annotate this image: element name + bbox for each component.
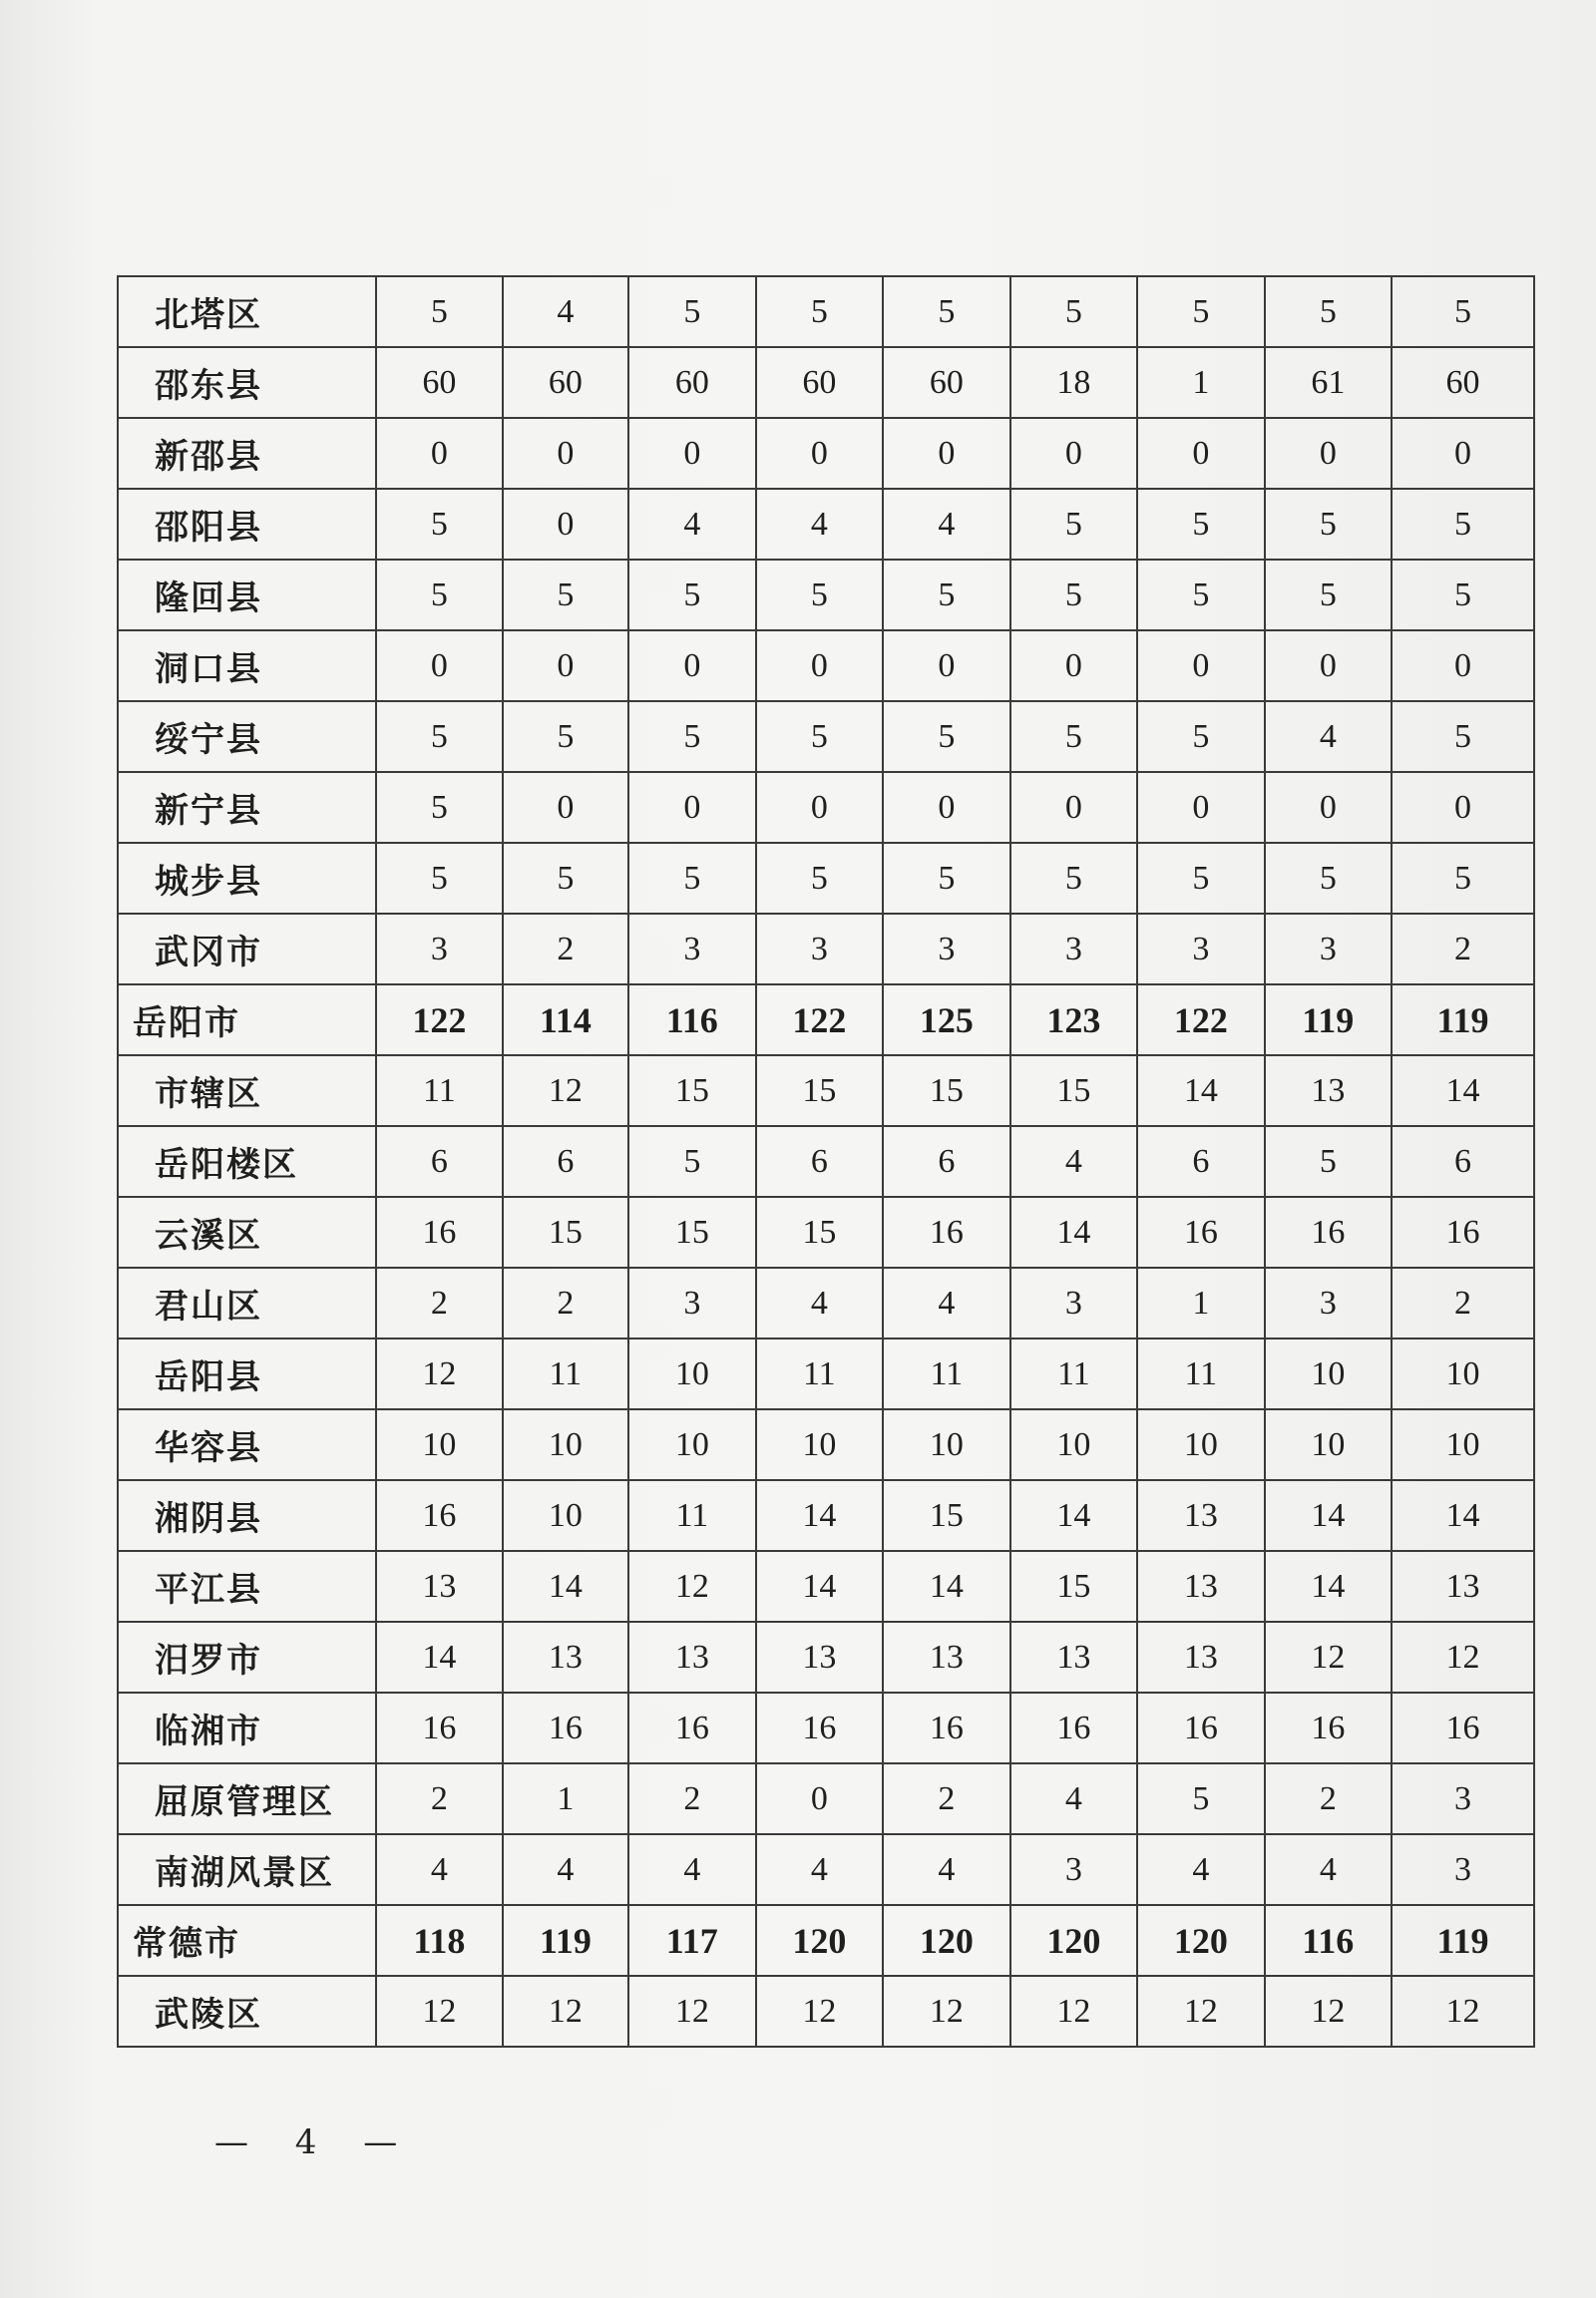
value-cell: 11 — [883, 1339, 1010, 1409]
region-name-cell: 城步县 — [118, 843, 376, 914]
value-cell: 14 — [1137, 1055, 1265, 1126]
value-cell: 0 — [883, 630, 1010, 701]
value-cell: 15 — [628, 1055, 756, 1126]
table-row — [118, 1268, 1534, 1339]
value-cell: 13 — [376, 1551, 502, 1622]
value-cell: 2 — [628, 1763, 756, 1834]
region-name-cell: 市辖区 — [118, 1055, 376, 1126]
value-cell: 0 — [1137, 772, 1265, 843]
value-cell: 0 — [883, 772, 1010, 843]
table-row — [118, 772, 1534, 843]
value-cell: 1 — [1137, 347, 1265, 418]
value-cell: 16 — [883, 1197, 1010, 1268]
table-row — [118, 1693, 1534, 1763]
value-cell: 5 — [1137, 560, 1265, 630]
region-name-cell: 岳阳市 — [118, 984, 376, 1055]
region-name-cell: 武冈市 — [118, 914, 376, 984]
value-cell: 15 — [1010, 1551, 1138, 1622]
value-cell: 5 — [756, 560, 884, 630]
value-cell: 0 — [756, 1763, 884, 1834]
value-cell: 5 — [1392, 560, 1534, 630]
value-cell: 14 — [1265, 1480, 1393, 1551]
value-cell: 5 — [628, 701, 756, 772]
value-cell: 16 — [1265, 1693, 1393, 1763]
table-row — [118, 276, 1534, 347]
value-cell: 11 — [376, 1055, 502, 1126]
table-row — [118, 1480, 1534, 1551]
value-cell: 4 — [503, 1834, 628, 1905]
value-cell: 10 — [1010, 1409, 1138, 1480]
table-row — [118, 843, 1534, 914]
value-cell: 3 — [1392, 1834, 1534, 1905]
table-row — [118, 1339, 1534, 1409]
value-cell: 0 — [1010, 630, 1138, 701]
value-cell: 4 — [628, 1834, 756, 1905]
value-cell: 0 — [1265, 630, 1393, 701]
value-cell: 5 — [883, 701, 1010, 772]
table-row-city — [118, 1905, 1534, 1976]
value-cell: 10 — [503, 1480, 628, 1551]
value-cell: 3 — [1265, 1268, 1393, 1339]
value-cell: 15 — [883, 1055, 1010, 1126]
value-cell: 3 — [628, 914, 756, 984]
value-cell: 0 — [376, 630, 502, 701]
value-cell: 6 — [376, 1126, 502, 1197]
value-cell: 13 — [628, 1622, 756, 1693]
value-cell: 5 — [628, 276, 756, 347]
value-cell: 12 — [1010, 1976, 1138, 2047]
value-cell: 16 — [1010, 1693, 1138, 1763]
value-cell: 5 — [756, 843, 884, 914]
value-cell: 15 — [503, 1197, 628, 1268]
value-cell: 16 — [883, 1693, 1010, 1763]
value-cell: 60 — [883, 347, 1010, 418]
region-name-cell: 武陵区 — [118, 1976, 376, 2047]
value-cell: 4 — [503, 276, 628, 347]
value-cell: 11 — [628, 1480, 756, 1551]
value-cell: 0 — [883, 418, 1010, 489]
value-cell: 122 — [376, 984, 502, 1055]
value-cell: 13 — [503, 1622, 628, 1693]
value-cell: 12 — [1392, 1622, 1534, 1693]
region-name-cell: 洞口县 — [118, 630, 376, 701]
value-cell: 0 — [1010, 418, 1138, 489]
value-cell: 122 — [756, 984, 884, 1055]
value-cell: 5 — [376, 276, 502, 347]
value-cell: 16 — [1265, 1197, 1393, 1268]
value-cell: 12 — [1265, 1976, 1393, 2047]
value-cell: 5 — [883, 843, 1010, 914]
value-cell: 13 — [883, 1622, 1010, 1693]
value-cell: 5 — [1010, 701, 1138, 772]
value-cell: 3 — [376, 914, 502, 984]
value-cell: 14 — [376, 1622, 502, 1693]
value-cell: 16 — [376, 1480, 502, 1551]
value-cell: 120 — [1137, 1905, 1265, 1976]
value-cell: 4 — [1010, 1126, 1138, 1197]
value-cell: 12 — [628, 1976, 756, 2047]
value-cell: 10 — [1392, 1409, 1534, 1480]
value-cell: 16 — [376, 1197, 502, 1268]
value-cell: 60 — [756, 347, 884, 418]
table-row — [118, 1834, 1534, 1905]
value-cell: 2 — [503, 1268, 628, 1339]
value-cell: 4 — [1137, 1834, 1265, 1905]
value-cell: 5 — [1392, 701, 1534, 772]
value-cell: 16 — [376, 1693, 502, 1763]
value-cell: 16 — [756, 1693, 884, 1763]
region-name-cell: 岳阳县 — [118, 1339, 376, 1409]
value-cell: 5 — [628, 1126, 756, 1197]
value-cell: 13 — [1137, 1480, 1265, 1551]
value-cell: 4 — [1010, 1763, 1138, 1834]
value-cell: 12 — [503, 1055, 628, 1126]
value-cell: 5 — [1137, 843, 1265, 914]
value-cell: 12 — [1137, 1976, 1265, 2047]
value-cell: 119 — [1392, 1905, 1534, 1976]
value-cell: 0 — [503, 630, 628, 701]
value-cell: 14 — [1392, 1055, 1534, 1126]
value-cell: 4 — [883, 1834, 1010, 1905]
region-name-cell: 汨罗市 — [118, 1622, 376, 1693]
value-cell: 0 — [503, 772, 628, 843]
value-cell: 6 — [503, 1126, 628, 1197]
value-cell: 15 — [628, 1197, 756, 1268]
value-cell: 117 — [628, 1905, 756, 1976]
value-cell: 14 — [1265, 1551, 1393, 1622]
value-cell: 14 — [756, 1480, 884, 1551]
value-cell: 5 — [1137, 276, 1265, 347]
value-cell: 3 — [1010, 1268, 1138, 1339]
table-row — [118, 347, 1534, 418]
page-number: — 4 — — [214, 2122, 416, 2162]
value-cell: 13 — [756, 1622, 884, 1693]
table-row — [118, 560, 1534, 630]
value-cell: 2 — [503, 914, 628, 984]
value-cell: 60 — [376, 347, 502, 418]
value-cell: 0 — [503, 418, 628, 489]
value-cell: 10 — [376, 1409, 502, 1480]
value-cell: 13 — [1265, 1055, 1393, 1126]
value-cell: 3 — [1010, 1834, 1138, 1905]
value-cell: 5 — [1010, 489, 1138, 560]
value-cell: 5 — [376, 701, 502, 772]
value-cell: 0 — [1265, 418, 1393, 489]
value-cell: 5 — [756, 276, 884, 347]
value-cell: 4 — [1265, 701, 1393, 772]
value-cell: 0 — [1010, 772, 1138, 843]
value-cell: 12 — [628, 1551, 756, 1622]
value-cell: 5 — [376, 772, 502, 843]
value-cell: 5 — [1265, 560, 1393, 630]
value-cell: 4 — [756, 489, 884, 560]
value-cell: 15 — [1010, 1055, 1138, 1126]
value-cell: 16 — [1137, 1693, 1265, 1763]
value-cell: 4 — [756, 1834, 884, 1905]
value-cell: 6 — [1137, 1126, 1265, 1197]
table-row — [118, 489, 1534, 560]
value-cell: 0 — [1137, 630, 1265, 701]
value-cell: 3 — [628, 1268, 756, 1339]
value-cell: 12 — [756, 1976, 884, 2047]
value-cell: 10 — [883, 1409, 1010, 1480]
value-cell: 5 — [883, 560, 1010, 630]
value-cell: 12 — [1392, 1976, 1534, 2047]
value-cell: 5 — [1265, 276, 1393, 347]
value-cell: 16 — [628, 1693, 756, 1763]
value-cell: 0 — [503, 489, 628, 560]
value-cell: 10 — [1265, 1339, 1393, 1409]
value-cell: 5 — [1265, 1126, 1393, 1197]
value-cell: 123 — [1010, 984, 1138, 1055]
value-cell: 119 — [503, 1905, 628, 1976]
value-cell: 14 — [883, 1551, 1010, 1622]
region-name-cell: 邵东县 — [118, 347, 376, 418]
region-name-cell: 新宁县 — [118, 772, 376, 843]
value-cell: 125 — [883, 984, 1010, 1055]
value-cell: 2 — [883, 1763, 1010, 1834]
value-cell: 0 — [628, 630, 756, 701]
table-row — [118, 914, 1534, 984]
value-cell: 10 — [756, 1409, 884, 1480]
value-cell: 0 — [376, 418, 502, 489]
value-cell: 0 — [756, 772, 884, 843]
region-name-cell: 华容县 — [118, 1409, 376, 1480]
value-cell: 5 — [503, 843, 628, 914]
value-cell: 2 — [1392, 1268, 1534, 1339]
value-cell: 5 — [1137, 489, 1265, 560]
value-cell: 12 — [376, 1339, 502, 1409]
value-cell: 12 — [883, 1976, 1010, 2047]
value-cell: 119 — [1392, 984, 1534, 1055]
value-cell: 120 — [1010, 1905, 1138, 1976]
value-cell: 10 — [628, 1409, 756, 1480]
value-cell: 3 — [1265, 914, 1393, 984]
table-row — [118, 1551, 1534, 1622]
value-cell: 3 — [1010, 914, 1138, 984]
value-cell: 2 — [376, 1268, 502, 1339]
region-name-cell: 云溪区 — [118, 1197, 376, 1268]
region-name-cell: 岳阳楼区 — [118, 1126, 376, 1197]
table-body — [118, 276, 1534, 2047]
value-cell: 60 — [503, 347, 628, 418]
value-cell: 0 — [628, 418, 756, 489]
table-row — [118, 1055, 1534, 1126]
value-cell: 61 — [1265, 347, 1393, 418]
value-cell: 11 — [503, 1339, 628, 1409]
value-cell: 4 — [1265, 1834, 1393, 1905]
value-cell: 16 — [503, 1693, 628, 1763]
table-row — [118, 418, 1534, 489]
value-cell: 0 — [1392, 630, 1534, 701]
region-name-cell: 平江县 — [118, 1551, 376, 1622]
value-cell: 4 — [883, 1268, 1010, 1339]
value-cell: 5 — [1392, 843, 1534, 914]
table-row — [118, 701, 1534, 772]
value-cell: 5 — [1265, 489, 1393, 560]
value-cell: 5 — [756, 701, 884, 772]
value-cell: 5 — [1010, 560, 1138, 630]
value-cell: 116 — [628, 984, 756, 1055]
value-cell: 2 — [1265, 1763, 1393, 1834]
value-cell: 11 — [756, 1339, 884, 1409]
value-cell: 0 — [628, 772, 756, 843]
value-cell: 6 — [756, 1126, 884, 1197]
region-name-cell: 南湖风景区 — [118, 1834, 376, 1905]
value-cell: 0 — [756, 630, 884, 701]
value-cell: 10 — [1137, 1409, 1265, 1480]
value-cell: 120 — [756, 1905, 884, 1976]
region-name-cell: 常德市 — [118, 1905, 376, 1976]
region-name-cell: 新邵县 — [118, 418, 376, 489]
value-cell: 10 — [628, 1339, 756, 1409]
value-cell: 4 — [756, 1268, 884, 1339]
value-cell: 12 — [1265, 1622, 1393, 1693]
value-cell: 5 — [1392, 489, 1534, 560]
statistics-table — [117, 275, 1535, 2048]
region-name-cell: 君山区 — [118, 1268, 376, 1339]
value-cell: 5 — [376, 489, 502, 560]
value-cell: 3 — [1137, 914, 1265, 984]
value-cell: 122 — [1137, 984, 1265, 1055]
value-cell: 5 — [1265, 843, 1393, 914]
value-cell: 120 — [883, 1905, 1010, 1976]
value-cell: 16 — [1392, 1693, 1534, 1763]
table-row — [118, 1126, 1534, 1197]
value-cell: 0 — [1392, 418, 1534, 489]
value-cell: 5 — [376, 560, 502, 630]
table-row — [118, 1976, 1534, 2047]
value-cell: 5 — [1137, 701, 1265, 772]
value-cell: 16 — [1392, 1197, 1534, 1268]
region-name-cell: 临湘市 — [118, 1693, 376, 1763]
value-cell: 14 — [1392, 1480, 1534, 1551]
value-cell: 60 — [628, 347, 756, 418]
value-cell: 3 — [1392, 1763, 1534, 1834]
value-cell: 14 — [503, 1551, 628, 1622]
value-cell: 5 — [1010, 276, 1138, 347]
value-cell: 2 — [1392, 914, 1534, 984]
value-cell: 4 — [883, 489, 1010, 560]
value-cell: 13 — [1392, 1551, 1534, 1622]
value-cell: 13 — [1010, 1622, 1138, 1693]
value-cell: 0 — [1137, 418, 1265, 489]
value-cell: 12 — [503, 1976, 628, 2047]
value-cell: 13 — [1137, 1551, 1265, 1622]
value-cell: 5 — [503, 701, 628, 772]
table-row — [118, 1409, 1534, 1480]
table-row — [118, 1763, 1534, 1834]
value-cell: 14 — [1010, 1480, 1138, 1551]
table-row — [118, 1622, 1534, 1693]
value-cell: 16 — [1137, 1197, 1265, 1268]
value-cell: 11 — [1137, 1339, 1265, 1409]
value-cell: 14 — [756, 1551, 884, 1622]
value-cell: 10 — [503, 1409, 628, 1480]
region-name-cell: 隆回县 — [118, 560, 376, 630]
region-name-cell: 邵阳县 — [118, 489, 376, 560]
region-name-cell: 湘阴县 — [118, 1480, 376, 1551]
table-row — [118, 630, 1534, 701]
table-row — [118, 1197, 1534, 1268]
value-cell: 1 — [503, 1763, 628, 1834]
value-cell: 10 — [1392, 1339, 1534, 1409]
value-cell: 116 — [1265, 1905, 1393, 1976]
value-cell: 0 — [1392, 772, 1534, 843]
value-cell: 6 — [883, 1126, 1010, 1197]
value-cell: 5 — [628, 560, 756, 630]
value-cell: 5 — [628, 843, 756, 914]
value-cell: 6 — [1392, 1126, 1534, 1197]
table-row-city — [118, 984, 1534, 1055]
value-cell: 5 — [376, 843, 502, 914]
value-cell: 15 — [883, 1480, 1010, 1551]
region-name-cell: 屈原管理区 — [118, 1763, 376, 1834]
value-cell: 3 — [756, 914, 884, 984]
value-cell: 10 — [1265, 1409, 1393, 1480]
value-cell: 15 — [756, 1055, 884, 1126]
value-cell: 11 — [1010, 1339, 1138, 1409]
value-cell: 0 — [1265, 772, 1393, 843]
value-cell: 2 — [376, 1763, 502, 1834]
value-cell: 5 — [503, 560, 628, 630]
value-cell: 4 — [628, 489, 756, 560]
value-cell: 14 — [1010, 1197, 1138, 1268]
region-name-cell: 绥宁县 — [118, 701, 376, 772]
value-cell: 12 — [376, 1976, 502, 2047]
value-cell: 119 — [1265, 984, 1393, 1055]
value-cell: 18 — [1010, 347, 1138, 418]
value-cell: 13 — [1137, 1622, 1265, 1693]
value-cell: 15 — [756, 1197, 884, 1268]
region-name-cell: 北塔区 — [118, 276, 376, 347]
value-cell: 60 — [1392, 347, 1534, 418]
value-cell: 5 — [883, 276, 1010, 347]
value-cell: 4 — [376, 1834, 502, 1905]
value-cell: 3 — [883, 914, 1010, 984]
value-cell: 5 — [1137, 1763, 1265, 1834]
value-cell: 5 — [1010, 843, 1138, 914]
value-cell: 0 — [756, 418, 884, 489]
value-cell: 114 — [503, 984, 628, 1055]
value-cell: 118 — [376, 1905, 502, 1976]
value-cell: 5 — [1392, 276, 1534, 347]
value-cell: 1 — [1137, 1268, 1265, 1339]
